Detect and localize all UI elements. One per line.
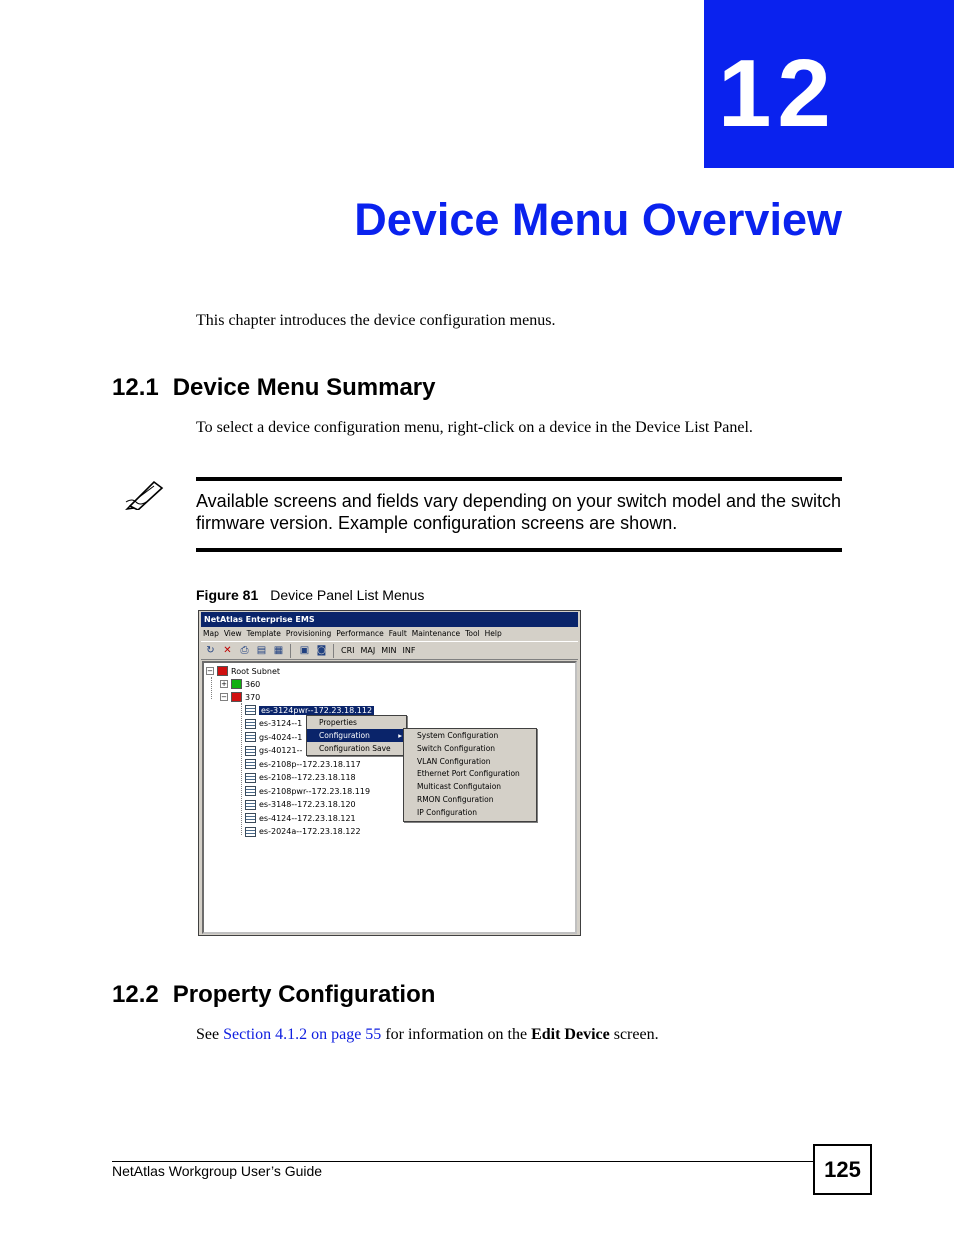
submenu-ip-configuration[interactable]: IP Configuration [417, 807, 477, 817]
collapse-icon[interactable]: − [207, 667, 213, 675]
switch-icon [245, 773, 256, 783]
toolbar [201, 641, 578, 660]
switch-icon [245, 719, 256, 729]
menu-fault[interactable]: Fault [388, 629, 407, 638]
subnet-icon [231, 692, 242, 702]
section-link[interactable]: Section 4.1.2 on page 55 [223, 1026, 382, 1043]
page-title: Device Menu Overview [354, 194, 842, 245]
switch-icon [245, 800, 256, 810]
chart-icon[interactable]: ▦ [273, 644, 284, 656]
switch-icon [245, 746, 256, 756]
submenu-rmon-configuration[interactable]: RMON Configuration [417, 794, 494, 804]
toolbar-separator [333, 644, 334, 658]
switch-icon [245, 705, 256, 715]
menu-provisioning[interactable]: Provisioning [285, 629, 332, 638]
menu-item-configuration-save[interactable]: Configuration Save [319, 744, 391, 753]
tree-item-device[interactable] [245, 718, 302, 730]
footer-guide-title: NetAtlas Workgroup User’s Guide [112, 1163, 323, 1179]
save-icon[interactable]: ▣ [299, 644, 310, 656]
figure-caption-text: Device Panel List Menus [270, 587, 425, 603]
print-icon[interactable]: ⎙ [240, 644, 249, 656]
submenu-system-configuration[interactable]: System Configuration [417, 731, 499, 740]
alarm-critical-button[interactable]: CRI [341, 646, 355, 655]
tree-item-device[interactable] [245, 799, 356, 811]
tree-line [241, 703, 242, 835]
figure-caption [196, 587, 424, 603]
menu-tool[interactable]: Tool [465, 629, 480, 638]
toolbar-separator [290, 644, 291, 658]
menu-performance[interactable]: Performance [336, 629, 384, 638]
menu-bar [201, 627, 578, 641]
tree-item-device[interactable] [245, 785, 370, 797]
switch-icon [245, 786, 256, 796]
section-number: 12.1 [112, 374, 159, 401]
para-suffix: screen. [609, 1026, 659, 1043]
switch-icon [245, 827, 256, 837]
page-number: 125 [813, 1144, 872, 1195]
device-label: es-3124--1 [259, 719, 303, 728]
collapse-icon[interactable]: − [221, 693, 227, 701]
tree-item-subnet-360[interactable] [220, 678, 260, 690]
close-icon[interactable]: ✕ [223, 644, 232, 656]
section-title: Property Configuration [172, 981, 436, 1008]
chapter-number: 12 [718, 40, 837, 147]
submenu-arrow-icon: ▸ [398, 731, 402, 740]
menu-template[interactable]: Template [246, 629, 281, 638]
alarm-minor-button[interactable]: MIN [381, 646, 397, 655]
device-label: es-4124--172.23.18.121 [259, 813, 356, 823]
figure-label: Figure 81 [196, 587, 259, 603]
menu-help[interactable]: Help [484, 629, 502, 638]
expand-icon[interactable]: + [221, 680, 227, 688]
footer-rule [112, 1161, 814, 1162]
device-label: es-2108--172.23.18.118 [259, 773, 356, 782]
netatlas-window [198, 610, 581, 936]
menu-maintenance[interactable]: Maintenance [411, 629, 461, 638]
tree-item-subnet-370[interactable] [220, 691, 260, 703]
window-title-bar: NetAtlas Enterprise EMS [201, 612, 578, 627]
switch-icon [245, 759, 256, 769]
note-rule-bottom [196, 548, 842, 552]
section-number: 12.2 [112, 981, 159, 1008]
menu-map[interactable]: Map [203, 629, 219, 638]
submenu-ethernet-port-configuration[interactable]: Ethernet Port Configuration [417, 769, 520, 779]
subnet-icon [217, 666, 228, 676]
para-bold: Edit Device [531, 1026, 610, 1043]
intro-paragraph: This chapter introduces the device configuration menus. [196, 312, 556, 329]
switch-icon [245, 813, 256, 823]
device-label: gs-4024--1 [259, 732, 303, 742]
section-heading-12-1 [112, 374, 436, 402]
context-menu [306, 715, 407, 756]
menu-item-configuration[interactable] [307, 729, 406, 742]
menu-item-properties[interactable]: Properties [319, 718, 357, 727]
device-label: es-2108p--172.23.18.117 [259, 759, 361, 769]
pencil-note-icon [124, 476, 172, 510]
device-list-panel[interactable] [202, 661, 577, 934]
device-icon[interactable]: ▤ [256, 644, 267, 656]
tree-label-root: Root Subnet [231, 666, 281, 676]
section-paragraph [196, 1026, 659, 1044]
submenu-switch-configuration[interactable]: Switch Configuration [417, 743, 496, 753]
alarm-major-button[interactable]: MAJ [360, 646, 376, 655]
para-prefix: See [196, 1026, 224, 1043]
tree-item-device[interactable] [245, 812, 356, 824]
refresh-icon[interactable]: ↻ [206, 644, 215, 656]
para-mid: for information on the [381, 1026, 532, 1043]
device-label: es-2024a--172.23.18.122 [259, 827, 361, 836]
tree-item-device[interactable] [245, 731, 302, 743]
submenu-vlan-configuration[interactable]: VLAN Configuration [417, 756, 491, 766]
tree-item-root[interactable] [206, 665, 280, 677]
device-label-selected: es-3124pwr--172.23.18.112 [261, 705, 373, 715]
section-paragraph: To select a device configuration menu, right-click on a device in the Device List Panel. [196, 419, 753, 436]
submenu-multicast-configuration[interactable]: Multicast Configutaion [417, 782, 502, 792]
menu-item-configuration-label: Configuration [319, 731, 370, 740]
tree-line [211, 677, 212, 699]
device-label: gs-40121-- [259, 746, 303, 755]
device-label: es-2108pwr--172.23.18.119 [259, 786, 371, 796]
device-label: es-3148--172.23.18.120 [259, 800, 356, 809]
camera-icon[interactable]: ◙ [316, 644, 327, 656]
note-rule-top [196, 477, 842, 481]
alarm-info-button[interactable]: INF [402, 646, 416, 655]
menu-view[interactable]: View [223, 629, 242, 638]
subnet-icon [231, 679, 242, 689]
tree-label-370: 370 [245, 692, 261, 702]
tree-label-360: 360 [245, 679, 261, 689]
note-text: Available screens and fields vary depending on your switch model and the switch firmware version. Example configuration screens are shown. [196, 491, 842, 533]
configuration-submenu [403, 728, 537, 822]
tree-item-device[interactable] [245, 772, 356, 784]
tree-item-device[interactable] [245, 745, 302, 757]
section-title: Device Menu Summary [172, 374, 436, 401]
tree-item-device[interactable] [245, 826, 361, 838]
tree-item-device[interactable] [245, 758, 361, 770]
section-heading-12-2 [112, 981, 435, 1009]
switch-icon [245, 732, 256, 742]
